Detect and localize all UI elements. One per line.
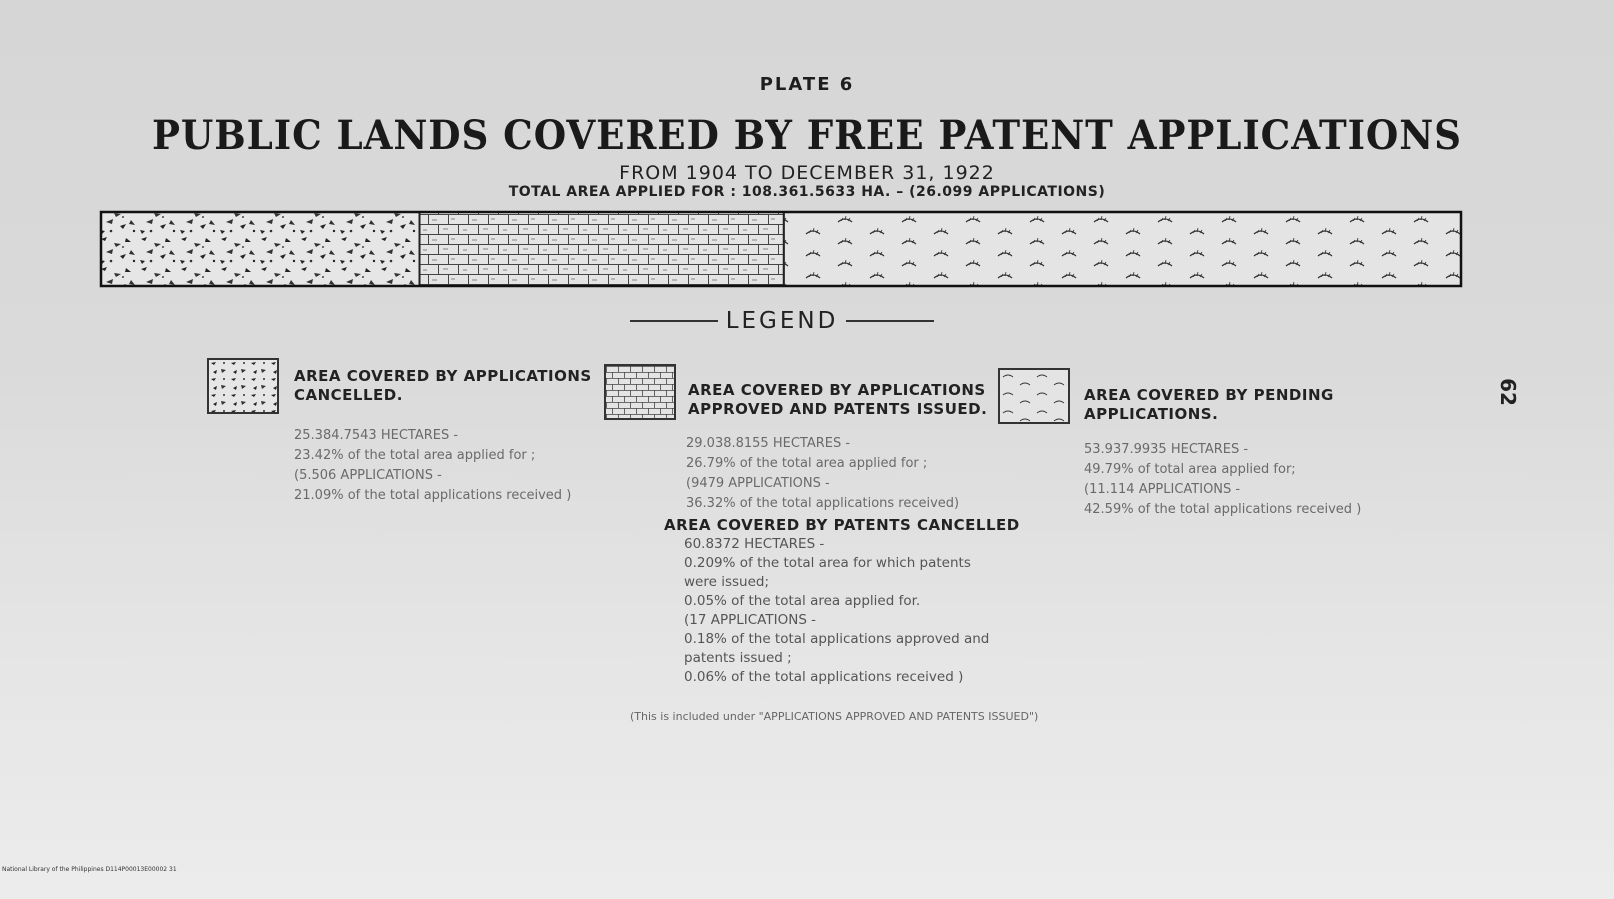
- bar-segment-brick: [420, 212, 784, 286]
- approved-details: [686, 434, 959, 514]
- cancelled-detail-line: 25.384.7543 HECTARES -: [294, 428, 459, 443]
- approved-detail-line: 29.038.8155 HECTARES -: [686, 436, 851, 451]
- legend-label-cancelled: AREA COVERED BY APPLICATIONS CANCELLED.: [294, 367, 592, 404]
- legend-swatch-brick: [604, 364, 676, 420]
- patents-cancelled-line: 0.05% of the total area applied for.: [684, 593, 921, 609]
- bar-segment-speckle: [101, 212, 420, 286]
- plate-label: PLATE 6: [759, 74, 855, 95]
- pending-detail-line: (11.114 APPLICATIONS -: [1084, 482, 1241, 497]
- approved-detail-line: (9479 APPLICATIONS -: [686, 476, 830, 491]
- bar-segment-marsh: [784, 212, 1461, 286]
- pending-detail-line: 42.59% of the total applications received ): [1084, 502, 1362, 517]
- patents-cancelled-line: 60.8372 HECTARES -: [684, 536, 825, 552]
- legend-rule-left: [630, 320, 718, 322]
- patents-cancelled-details: [684, 535, 989, 687]
- patents-cancelled-line: 0.18% of the total applications approved and: [684, 631, 990, 647]
- approved-detail-line: 26.79% of the total area applied for ;: [686, 456, 928, 471]
- stacked-bar-chart: [98, 204, 1470, 300]
- cancelled-detail-line: 21.09% of the total applications received ): [294, 488, 572, 503]
- legend-label-pending: AREA COVERED BY PENDING APPLICATIONS.: [1084, 386, 1334, 423]
- approved-detail-line: 36.32% of the total applications received): [686, 496, 960, 511]
- cancelled-detail-line: (5.506 APPLICATIONS -: [294, 468, 442, 483]
- legend-label-approved: AREA COVERED BY APPLICATIONS APPROVED AND PATENTS ISSUED.: [688, 381, 988, 418]
- patents-cancelled-line: were issued;: [684, 574, 769, 590]
- legend-heading: [612, 308, 952, 334]
- page-number: 62: [1495, 378, 1520, 406]
- cancelled-details: [294, 426, 571, 506]
- legend-entry-pending: [998, 368, 1070, 428]
- pending-detail-line: 49.79% of total area applied for;: [1084, 462, 1296, 477]
- legend-swatch-marsh: [998, 368, 1070, 424]
- pending-detail-line: 53.937.9935 HECTARES -: [1084, 442, 1249, 457]
- legend-rule-right: [846, 320, 934, 322]
- legend-entry-approved: [604, 364, 676, 424]
- patents-cancelled-line: patents issued ;: [684, 650, 792, 666]
- patents-cancelled-heading: AREA COVERED BY PATENTS CANCELLED: [664, 516, 1020, 534]
- patents-cancelled-line: 0.209% of the total area for which patents: [684, 555, 971, 571]
- pending-details: [1084, 440, 1361, 520]
- legend-entry-cancelled: [207, 358, 279, 418]
- chart-subtitle: FROM 1904 TO DECEMBER 31, 1922: [619, 162, 995, 184]
- legend-swatch-speckle: [207, 358, 279, 414]
- patents-cancelled-line: (17 APPLICATIONS -: [684, 612, 817, 628]
- total-area-line: TOTAL AREA APPLIED FOR : 108.361.5633 HA. – (26.099 APPLICATIONS): [508, 184, 1106, 200]
- cancelled-detail-line: 23.42% of the total area applied for ;: [294, 448, 536, 463]
- patents-cancelled-note: (This is included under "APPLICATIONS APPROVED AND PATENTS ISSUED"): [630, 710, 1039, 723]
- legend-title: LEGEND: [725, 308, 839, 334]
- footer-credit: National Library of the Philippines D114P00013E00002 31: [2, 866, 177, 873]
- chart-title: PUBLIC LANDS COVERED BY FREE PATENT APPLICATIONS: [152, 112, 1462, 159]
- patents-cancelled-line: 0.06% of the total applications received ): [684, 669, 964, 685]
